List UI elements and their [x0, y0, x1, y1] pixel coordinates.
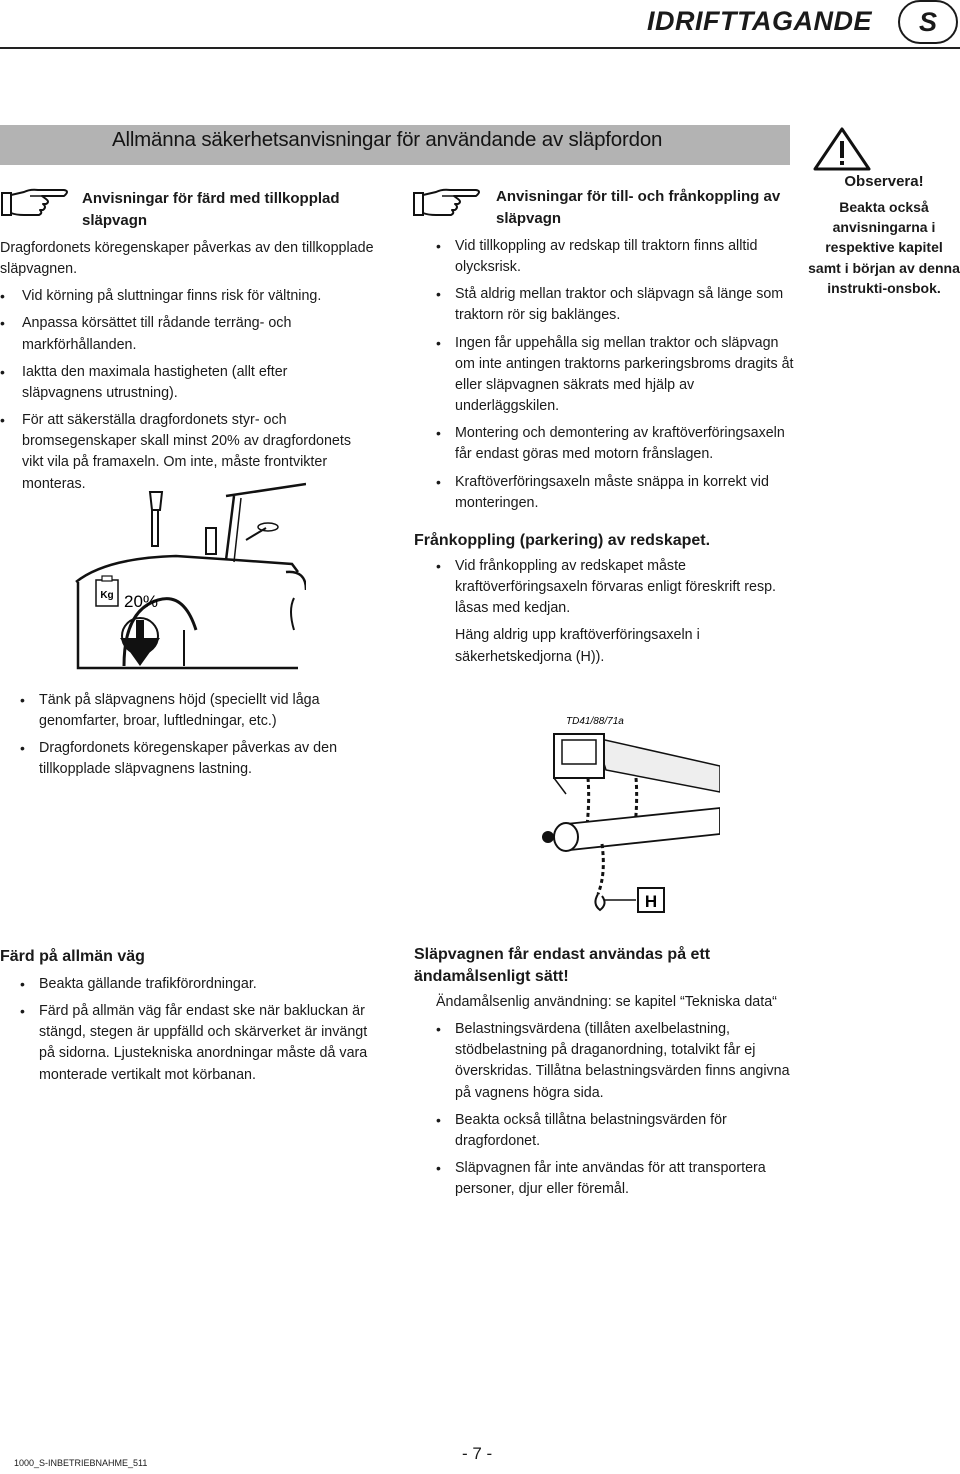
sidebar-note [808, 171, 960, 298]
pointing-hand-icon [412, 184, 484, 224]
banner-title: Allmänna säkerhetsanvisningar för användande av släpfordon [112, 128, 663, 151]
list-item: • Vid körning på sluttningar finns risk för vältning. [0, 286, 360, 307]
list-item: • Färd på allmän väg får endast ske när bakluckan är stängd, stegen är uppfälld och skärverket är invängt på sidorna. Ljustekniska anordningar måste då vara monterade vertikalt mot körbanan. [20, 1001, 380, 1086]
list-item: • Ingen får uppehålla sig mellan traktor och släpvagn om inte antingen traktorns parkeringsbroms dragits åt eller släpvagnen säkrats med hjälp av underläggskilen. [436, 333, 796, 418]
section1-heading: Anvisningar för färd med tillkopplad släpvagn [82, 190, 340, 229]
chain-label: H [644, 892, 658, 911]
pointing-hand-icon [0, 184, 72, 224]
weight-percent: 20% [124, 592, 159, 611]
sidebar-text: Beakta också anvisningarna i respektive kapitel samt i början av denna instrukti-onsbok. [808, 198, 960, 296]
section4-list [436, 556, 796, 619]
list-item: • För att säkerställa dragfordonets styr- och bromsegenskaper skall minst 20% av dragfordonets vikt vila på framaxeln. Om inte, måste frontvikter monteras. [0, 410, 360, 495]
footer-doc-code: 1000_S-INBETRIEBNAHME_511 [14, 1458, 148, 1468]
section4-body [436, 556, 796, 674]
section2-body [436, 236, 796, 520]
section6-body [436, 992, 796, 1206]
list-item: • Vid frånkoppling av redskapet måste kraftöverföringsaxeln förvaras enligt föreskrift resp. låsas med kedjan. [436, 556, 796, 619]
section3-list [20, 690, 380, 781]
list-item: • Stå aldrig mellan traktor och släpvagn så länge som traktorn rör sig baklänges. [436, 284, 796, 326]
tractor-illustration [66, 480, 306, 670]
section4-note: Häng aldrig upp kraftöverföringsaxeln i säkerhetskedjorna (H)). [455, 627, 700, 665]
warning-triangle-icon [812, 126, 872, 172]
figure-code: TD41/88/71a [566, 716, 624, 727]
list-item: • Beakta också tillåtna belastningsvärden för dragfordonet. [436, 1110, 796, 1152]
section1-intro: Dragfordonets köregenskaper påverkas av den tillkopplade släpvagnen. [0, 240, 374, 278]
section6-heading: Släpvagnen får endast användas på ett ändamålsenligt sätt! [414, 946, 711, 986]
section6-intro: Ändamålsenlig användning: se kapitel “Tekniska data“ [436, 994, 777, 1010]
header-rule [0, 47, 960, 49]
section5-heading: Färd på allmän väg [0, 948, 145, 965]
section1-list [0, 286, 380, 494]
section4-heading: Frånkoppling (parkering) av redskapet. [414, 532, 711, 549]
section5-list [20, 974, 380, 1086]
section2-heading: Anvisningar för till- och frånkoppling av släpvagn [496, 188, 781, 227]
list-item: • Anpassa körsättet till rådande terräng- och markförhållanden. [0, 313, 360, 355]
list-item: • Belastningsvärdena (tillåten axelbelastning, stödbelastning på draganordning, totalvikt får ej överskridas. Tillåtna belastningsvärden finns angivna på vagnens högra sida. [436, 1019, 796, 1104]
list-item: • Beakta gällande trafikförordningar. [20, 974, 380, 995]
sidebar-heading: Observera! [844, 173, 924, 190]
list-item: • Montering och demontering av kraftöverföringsaxeln får endast göras med motorn frånslagen. [436, 423, 796, 465]
list-item: • Kraftöverföringsaxeln måste snäppa in korrekt vid monteringen. [436, 472, 796, 514]
page-header-title: IDRIFTTAGANDE [647, 6, 872, 36]
section3-body [20, 690, 380, 787]
language-badge: S [898, 0, 958, 44]
section6-list [436, 1019, 796, 1200]
weight-label: Kg [100, 590, 114, 601]
list-item: • Dragfordonets köregenskaper påverkas av den tillkopplade släpvagnens lastning. [20, 738, 380, 780]
section5-body [20, 974, 380, 1092]
list-item: • Tänk på släpvagnens höjd (speciellt vid låga genomfarter, broar, luftledningar, etc.) [20, 690, 380, 732]
section2-list [436, 236, 796, 514]
pto-shaft-illustration [536, 704, 720, 930]
list-item: • Släpvagnen får inte användas för att transportera personer, djur eller föremål. [436, 1158, 796, 1200]
section1-body [0, 238, 380, 501]
page-number: - 7 - [462, 1444, 493, 1463]
list-item: • Iaktta den maximala hastigheten (allt efter släpvagnens utrustning). [0, 362, 360, 404]
list-item: • Vid tillkoppling av redskap till traktorn finns alltid olycksrisk. [436, 236, 796, 278]
